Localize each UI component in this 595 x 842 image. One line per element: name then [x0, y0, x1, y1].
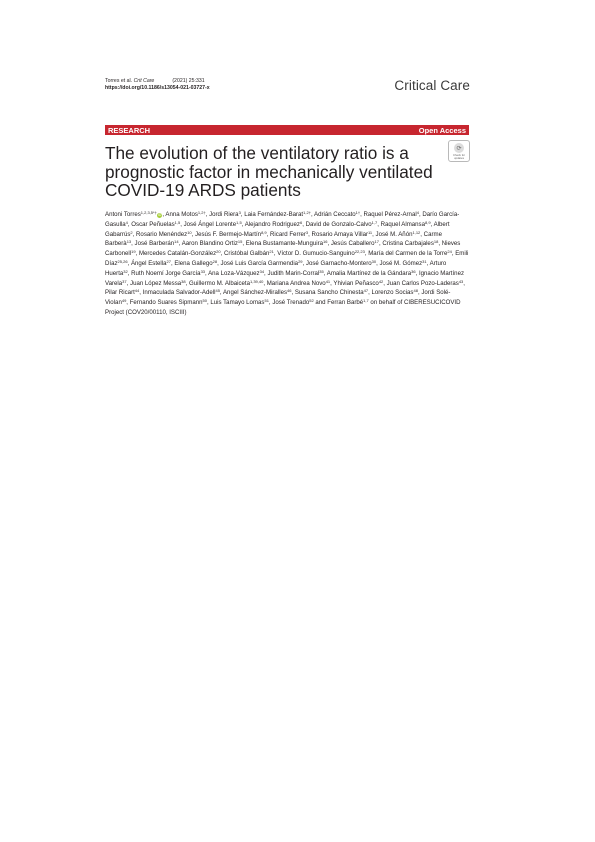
- author-item: [387, 280, 464, 287]
- author-item: [272, 299, 313, 306]
- open-access-label: Open Access: [418, 125, 466, 135]
- author-item: [209, 211, 241, 218]
- author-name[interactable]: Víctor D. Gumucio-Sanguino: [277, 250, 355, 258]
- author-affiliation: 1,5: [236, 219, 242, 225]
- author-affiliation: 8,9: [261, 229, 267, 235]
- author-name[interactable]: Pilar Ricart: [105, 289, 135, 297]
- author-name[interactable]: Cristina Carbajales: [382, 240, 434, 248]
- author-affiliation: 1,2†: [197, 210, 206, 215]
- author-affiliation: 21: [269, 249, 274, 255]
- author-affiliation: 1,2†: [303, 210, 311, 215]
- author-affiliation: 35: [319, 268, 324, 274]
- author-name[interactable]: Cristóbal Galbán: [224, 250, 270, 258]
- author-name[interactable]: David de Gonzalo-Calvo: [305, 220, 372, 228]
- author-name[interactable]: Judith Marin-Corral: [267, 269, 320, 277]
- refresh-icon: ⟳: [454, 143, 464, 153]
- author-name[interactable]: Yhivian Peñasco: [333, 279, 379, 287]
- author-name[interactable]: Fernando Suares Sipmann: [129, 299, 203, 307]
- author-item: [376, 231, 421, 238]
- author-name[interactable]: Rosario Menéndez: [136, 230, 188, 238]
- author-item: [270, 231, 308, 238]
- author-affiliation: 10: [187, 229, 192, 235]
- author-affiliation: 43: [458, 278, 464, 284]
- author-name[interactable]: Juan López Messa: [130, 279, 182, 287]
- orcid-icon[interactable]: iD: [158, 213, 162, 217]
- author-item: [139, 250, 221, 257]
- author-affiliation: 28: [212, 258, 218, 264]
- citation-volume: (2021) 25:331: [172, 78, 205, 84]
- author-name[interactable]: Luis Tamayo Lomas: [210, 299, 265, 307]
- author-name[interactable]: José Luis García Garmendia: [220, 259, 299, 267]
- author-name[interactable]: Carme Barberà: [105, 230, 442, 248]
- author-item: [379, 260, 426, 267]
- author-item: [327, 299, 368, 306]
- author-name[interactable]: Ángel Estella: [130, 259, 167, 267]
- author-affiliation: 38: [181, 278, 186, 284]
- author-name[interactable]: Arturo Huerta: [105, 259, 447, 277]
- article-title: The evolution of the ventilatory ratio is a prognostic factor in mechanically ventilated COVID-19 ARDS patients: [105, 143, 433, 201]
- author-item: [267, 280, 330, 287]
- author-name[interactable]: Guillermo M. Albaiceta: [189, 279, 250, 287]
- section-label: RESEARCH: [108, 125, 151, 135]
- author-item: [105, 211, 162, 218]
- author-name[interactable]: José Barberán: [134, 240, 175, 248]
- author-name[interactable]: José Garnacho-Montero: [305, 259, 372, 267]
- author-item: [136, 231, 192, 238]
- author-affiliation: 1,5: [174, 219, 181, 225]
- author-item: [221, 260, 303, 267]
- author-item: [182, 240, 243, 247]
- author-affiliation: 11: [368, 229, 373, 235]
- author-item: [306, 221, 378, 228]
- journal-name: Critical Care: [394, 78, 470, 93]
- author-item: [333, 280, 383, 287]
- author-name[interactable]: Darío García-Gasulla: [105, 211, 460, 228]
- author-name[interactable]: Elena Bustamante-Munguira: [245, 240, 323, 248]
- author-item: [131, 270, 205, 277]
- author-name[interactable]: Mercedes Catalán-González: [138, 250, 217, 258]
- author-item: [184, 221, 242, 228]
- author-item: [368, 250, 452, 257]
- author-affiliation: 1†: [355, 210, 361, 215]
- author-affiliation: 3: [305, 229, 309, 235]
- author-item: [189, 280, 263, 287]
- author-name[interactable]: Ricard Ferrer: [270, 230, 306, 238]
- author-name[interactable]: Alejandro Rodriguez: [244, 220, 300, 228]
- author-item: [295, 289, 368, 296]
- author-name[interactable]: Lorenzo Socias: [371, 289, 414, 297]
- author-item: [130, 299, 207, 306]
- author-affiliation: 24: [447, 249, 452, 255]
- author-item: [224, 250, 274, 257]
- author-affiliation: 49: [121, 298, 127, 304]
- author-affiliation: 37: [122, 278, 127, 284]
- author-name[interactable]: Ruth Noemí Jorge García: [131, 269, 201, 277]
- author-affiliation: 47: [363, 288, 369, 294]
- author-item: [244, 211, 311, 218]
- author-affiliation: 1,12: [412, 229, 421, 235]
- author-affiliation: 17: [374, 239, 379, 245]
- author-name[interactable]: Aaron Blandino Ortiz: [181, 240, 238, 248]
- author-item: [208, 270, 264, 277]
- author-name[interactable]: Ana Loza-Vázquez: [208, 269, 260, 277]
- author-affiliation: 1,2,3,5*†: [140, 210, 157, 215]
- author-item: [245, 221, 302, 228]
- author-name[interactable]: Raquel Pérez-Arnal: [363, 211, 417, 218]
- author-affiliation: 32: [123, 268, 128, 274]
- author-affiliation: 27: [166, 258, 171, 264]
- author-name[interactable]: Mariana Andrea Novo: [266, 279, 326, 287]
- author-affiliation: 31: [422, 258, 427, 264]
- author-name[interactable]: Anna Motos: [165, 211, 198, 218]
- author-affiliation: 1,7: [363, 298, 369, 304]
- check-for-updates-badge[interactable]: [448, 140, 470, 162]
- author-name[interactable]: María del Carmen de la Torre: [368, 250, 448, 258]
- author-name[interactable]: Ferran Barbé: [327, 299, 364, 307]
- author-affiliation: 4: [416, 210, 419, 215]
- author-name[interactable]: Jordi Riera: [209, 211, 239, 218]
- author-name[interactable]: Inmaculada Salvador-Adell: [142, 289, 216, 297]
- author-name[interactable]: Rosario Amaya Villar: [311, 230, 368, 238]
- author-name[interactable]: José M. Gómez: [379, 259, 423, 267]
- author-item: [143, 289, 220, 296]
- author-item: [210, 299, 269, 306]
- author-affiliation: 8,9: [425, 219, 431, 225]
- author-affiliation: 46: [287, 288, 292, 294]
- author-name[interactable]: Angel Sánchez-Miralles: [222, 289, 287, 297]
- author-name[interactable]: José Trenado: [272, 299, 310, 307]
- author-name[interactable]: Jesús F. Bermejo-Martín: [195, 230, 262, 238]
- author-name[interactable]: Oscar Peñuelas: [131, 220, 175, 228]
- author-affiliation: 41: [325, 278, 331, 284]
- author-item: [312, 231, 373, 238]
- author-affiliation: 18: [433, 239, 439, 245]
- author-item: [131, 260, 171, 267]
- author-item: [165, 211, 205, 218]
- author-affiliation: 33: [200, 268, 206, 274]
- author-name[interactable]: Albert Gabarrús: [105, 220, 450, 238]
- author-affiliation: 2: [130, 229, 133, 235]
- author-name[interactable]: Jesús Caballero: [330, 240, 375, 248]
- author-item: [131, 221, 180, 228]
- author-name[interactable]: Nieves Carbonell: [105, 240, 461, 258]
- author-affiliation: 16: [323, 239, 328, 245]
- author-affiliation: 48: [413, 288, 418, 294]
- author-affiliation: 4: [125, 219, 128, 225]
- author-affiliation: 14: [174, 239, 179, 245]
- author-affiliation: 42: [378, 278, 384, 284]
- author-affiliation: 20: [216, 249, 221, 255]
- author-item: [135, 240, 179, 247]
- author-affiliation: 1,39,40: [249, 278, 264, 284]
- author-item: [314, 211, 360, 218]
- author-affiliation: 45: [215, 288, 220, 294]
- section-banner: [105, 125, 469, 135]
- author-affiliation: 50: [202, 298, 207, 304]
- author-name[interactable]: Antoni Torres: [105, 211, 141, 218]
- author-affiliation: 44: [134, 288, 140, 294]
- author-affiliation: 36: [411, 268, 416, 274]
- author-item: [331, 240, 379, 247]
- author-group-note: on behalf of CIBERESUCICOVID Project (COV20/00110, ISCIII): [105, 299, 461, 316]
- author-name[interactable]: Emili Díaz: [105, 250, 469, 267]
- author-item: [381, 221, 431, 228]
- author-name[interactable]: Laia Fernández-Barat: [244, 211, 304, 218]
- author-name[interactable]: Jordi Solé-Violan: [105, 289, 451, 307]
- author-item: [130, 280, 186, 287]
- author-affiliation: 15: [237, 239, 243, 245]
- author-item: [306, 260, 376, 267]
- author-name[interactable]: José Ángel Lorente: [183, 220, 237, 228]
- doi-link[interactable]: https://doi.org/10.1186/s13054-021-03727-x: [105, 85, 210, 92]
- author-name[interactable]: Elena Gallego: [174, 259, 213, 267]
- author-affiliation: 34: [259, 268, 265, 274]
- citation-journal: Crit Care: [133, 78, 155, 84]
- author-name[interactable]: Ignacio Martínez Varela: [105, 269, 465, 287]
- author-item: [195, 231, 267, 238]
- author-affiliation: 25,26: [117, 258, 128, 264]
- author-affiliation: 51: [264, 298, 269, 304]
- author-item: [105, 289, 139, 296]
- author-list: Antoni Torres$^{1,2,3,5*\dagger}$iD, Anna Motos$^{1,2\dagger}$, Jordi Riera$^3$, Laia Fernández-Barat$^{1,2\dagger}$, Adrián Ceccato$^{1\dagger}$, Raquel Pérez-Arnal$^4$, Darío García-Gasulla$^4$, Oscar Peñuelas$^{1,5}$, José Ángel Lorente$^{1,5}$, Alejandro Rodriguez$^6$, David de Gonzalo-Calvo$^{1,7}$, Raquel Almansa$^{8,9}$, Albert Gabarrús$^2$, Rosario Menéndez$^{10}$, Jesús F. Bermejo-Martín$^{8,9}$, Ricard Ferrer$^3$, Rosario Amaya Villar$^{11}$, José M. Añón$^{1,12}$, Carme Barberà$^{13}$, José Barberán$^{14}$, Aaron Blandino Ortiz$^{15}$, Elena Bustamante-Munguira$^{16}$, Jesús Caballero$^{17}$, Cristina Carbajales$^{18}$, Nieves Carbonell$^{19}$, Mercedes Catalán-González$^{20}$, Cristóbal Galbán$^{21}$, Víctor D. Gumucio-Sanguino$^{22,23}$, María del Carmen de la Torre$^{24}$, Emili Díaz$^{25,26}$, Ángel Estella$^{27}$, Elena Gallego$^{28}$, José Luis García Garmendia$^{29}$, José Garnacho-Montero$^{30}$, José M. Gómez$^{31}$, Arturo Huerta$^{32}$, Ruth Noemí Jorge García$^{33}$, Ana Loza-Vázquez$^{34}$, Judith Marin-Corral$^{35}$, Amalia Martínez de la Gándara$^{36}$, Ignacio Martínez Varela$^{37}$, Juan López Messa$^{38}$, Guillermo M. Albaiceta$^{1,39,40}$, Mariana Andrea Novo$^{41}$, Yhivian Peñasco$^{42}$, Juan Carlos Pozo-Laderas$^{43}$, Pilar Ricart$^{44}$, Inmaculada Salvador-Adell$^{45}$, Angel Sánchez-Miralles$^{46}$, Susana Sancho Chinesta$^{47}$, Lorenzo Socias$^{48}$, Jordi Solé-Violan$^{49}$, Fernando Suares Sipmann$^{50}$, Luis Tamayo Lomas$^{51}$, José Trenado$^{52}$ and Ferran Barbé$^{1,7}$ on behalf of CIBERESUCICOVID Project (COV20/00110, ISCIII): [105, 210, 469, 316]
- author-affiliation: 19: [131, 249, 136, 255]
- author-affiliation: 29: [298, 258, 303, 264]
- author-item: [371, 289, 417, 296]
- author-item: [267, 270, 323, 277]
- author-name[interactable]: José M. Añón: [375, 230, 413, 238]
- author-affiliation: 1,7: [371, 219, 378, 225]
- author-affiliation: 52: [309, 298, 314, 304]
- citation-text: Torres et al. Crit Care: [105, 78, 155, 84]
- updates-label: Check for updates: [453, 152, 465, 160]
- author-affiliation: 13: [126, 239, 132, 245]
- author-affiliation: 6: [299, 219, 303, 225]
- author-item: [174, 260, 217, 267]
- author-name[interactable]: Amalia Martínez de la Gándara: [326, 269, 412, 277]
- author-item: [277, 250, 365, 257]
- author-affiliation: 3: [238, 210, 241, 215]
- citation-block: [105, 78, 210, 93]
- author-affiliation: 22,23: [354, 249, 365, 255]
- author-name[interactable]: Raquel Almansa: [380, 220, 425, 228]
- author-item: [327, 270, 416, 277]
- author-affiliation: 30: [371, 258, 377, 264]
- author-item: [223, 289, 291, 296]
- author-item: [246, 240, 328, 247]
- author-item: [382, 240, 438, 247]
- author-item: [364, 211, 419, 218]
- author-name[interactable]: Adrián Ceccato: [314, 211, 356, 218]
- author-name[interactable]: Susana Sancho Chinesta: [294, 289, 364, 297]
- author-name[interactable]: Juan Carlos Pozo-Laderas: [386, 279, 459, 287]
